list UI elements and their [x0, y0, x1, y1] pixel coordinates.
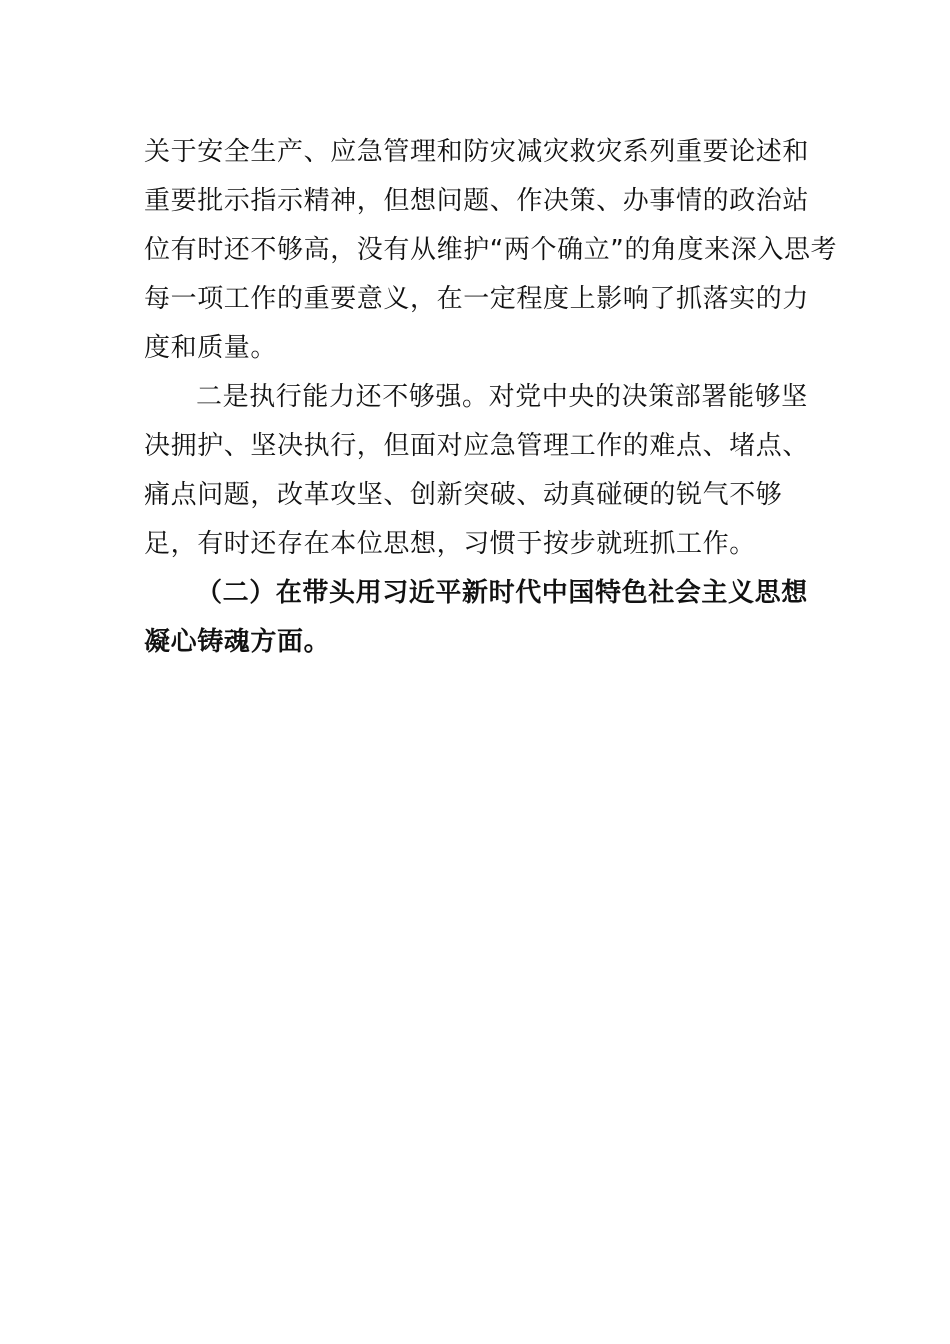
paragraph — [144, 128, 838, 373]
document-body — [144, 128, 838, 667]
text-line: 重要批示指示精神，但想问题、作决策、办事情的政治站 — [144, 186, 810, 216]
text-line: 二是执行能力还不够强。对党中央的决策部署能够坚 — [196, 382, 808, 412]
text-line: 度和质量。 — [144, 333, 278, 363]
section-heading — [144, 569, 808, 667]
paragraph — [144, 373, 808, 569]
text-line: 每一项工作的重要意义，在一定程度上影响了抓落实的力 — [144, 284, 810, 314]
heading-line: （二）在带头用习近平新时代中国特色社会主义思想 — [196, 578, 808, 608]
text-line: 足，有时还存在本位思想，习惯于按步就班抓工作。 — [144, 529, 756, 559]
text-line: 关于安全生产、应急管理和防灾减灾救灾系列重要论述和 — [144, 137, 810, 167]
text-line: 位有时还不够高，没有从维护“两个确立”的角度来深入思考 — [144, 235, 838, 265]
heading-line: 凝心铸魂方面。 — [144, 627, 331, 657]
text-line: 决拥护、坚决执行，但面对应急管理工作的难点、堵点、 — [144, 431, 810, 461]
text-line: 痛点问题，改革攻坚、创新突破、动真碰硬的锐气不够 — [144, 480, 783, 510]
